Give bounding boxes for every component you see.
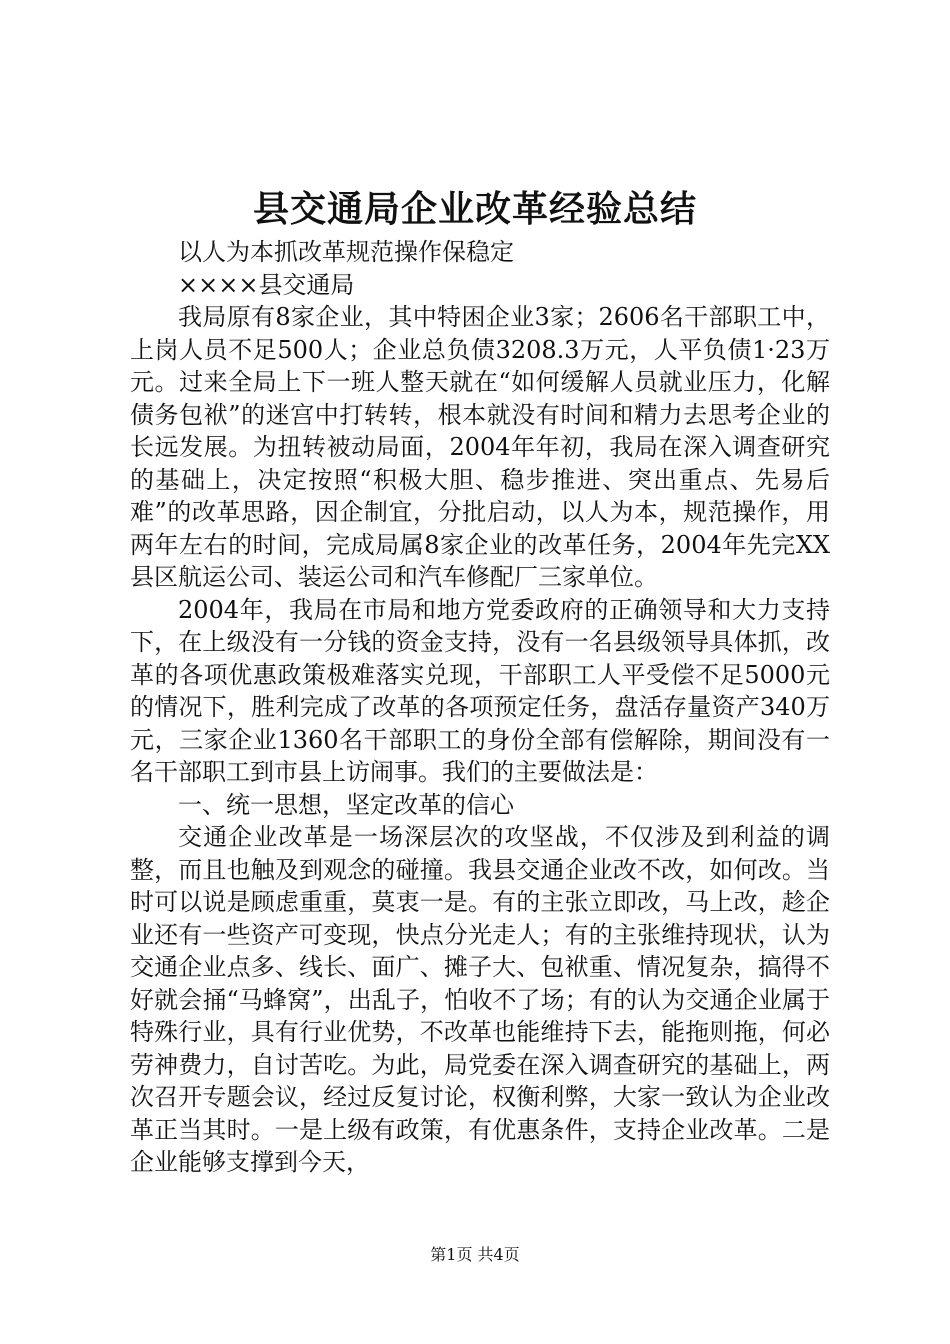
body-paragraph: 我局原有8家企业，其中特困企业3家；2606名干部职工中，上岗人员不足500人；企业总负债3208.3万元，人平负债1·23万元。过来全局上下一班人整天就在“如何缓解人员就业压力，化解债务包袱”的迷宫中打转转，根本就没有时间和精力去思考企业的长远发展。为扭转被动局面，2004年年初，我局在深入调查研究的基础上，决定按照“积极大胆、稳步推进、突出重点、先易后难”的改革思路，因企制宜，分批启动，以人为本，规范操作，用两年左右的时间，完成局属8家企业的改革任务，2004年先完XX县区航运公司、装运公司和汽车修配厂三家单位。 (130, 303, 830, 591)
body-paragraph: 2004年，我局在市局和地方党委政府的正确领导和大力支持下，在上级没有一分钱的资金支持，没有一名县级领导具体抓，改革的各项优惠政策极难落实兑现，干部职工人平受偿不足5000元的情况下，胜利完成了改革的各项预定任务，盘活存量资产340万元，三家企业1360名干部职工的身份全部有偿解除，期间没有一名干部职工到市县上访闹事。我们的主要做法是： (130, 595, 830, 786)
document-title: 县交通局企业改革经验总结 (252, 188, 697, 230)
body-paragraph: 交通企业改革是一场深层次的攻坚战，不仅涉及到利益的调整，而且也触及到观念的碰撞。我县交通企业改不改，如何改。当时可以说是顾虑重重，莫衷一是。有的主张立即改，马上改，趁企业还有一些资产可变现，快点分光走人；有的主张维持现状，认为交通企业点多、线长、面广、摊子大、包袱重、情况复杂，搞得不好就会捅“马蜂窝”，出乱子，怕收不了场；有的认为交通企业属于特殊行业，具有行业优势，不改革也能维持下去，能拖则拖，何必劳神费力，自讨苦吃。为此，局党委在深入调查研究的基础上，两次召开专题会议，经过反复讨论，权衡利弊，大家一致认为企业改革正当其时。一是上级有政策，有优惠条件，支持企业改革。二是企业能够支撑到今天， (130, 823, 830, 1176)
subtitle-paragraph: 以人为本抓改革规范操作保稳定 (178, 238, 514, 266)
section-heading: 一、统一思想，坚定改革的信心 (178, 790, 514, 819)
page-number-footer: 第1页 共4页 (430, 1245, 520, 1264)
document-body (130, 236, 830, 1179)
author-paragraph: ××××县交通局 (178, 270, 355, 299)
